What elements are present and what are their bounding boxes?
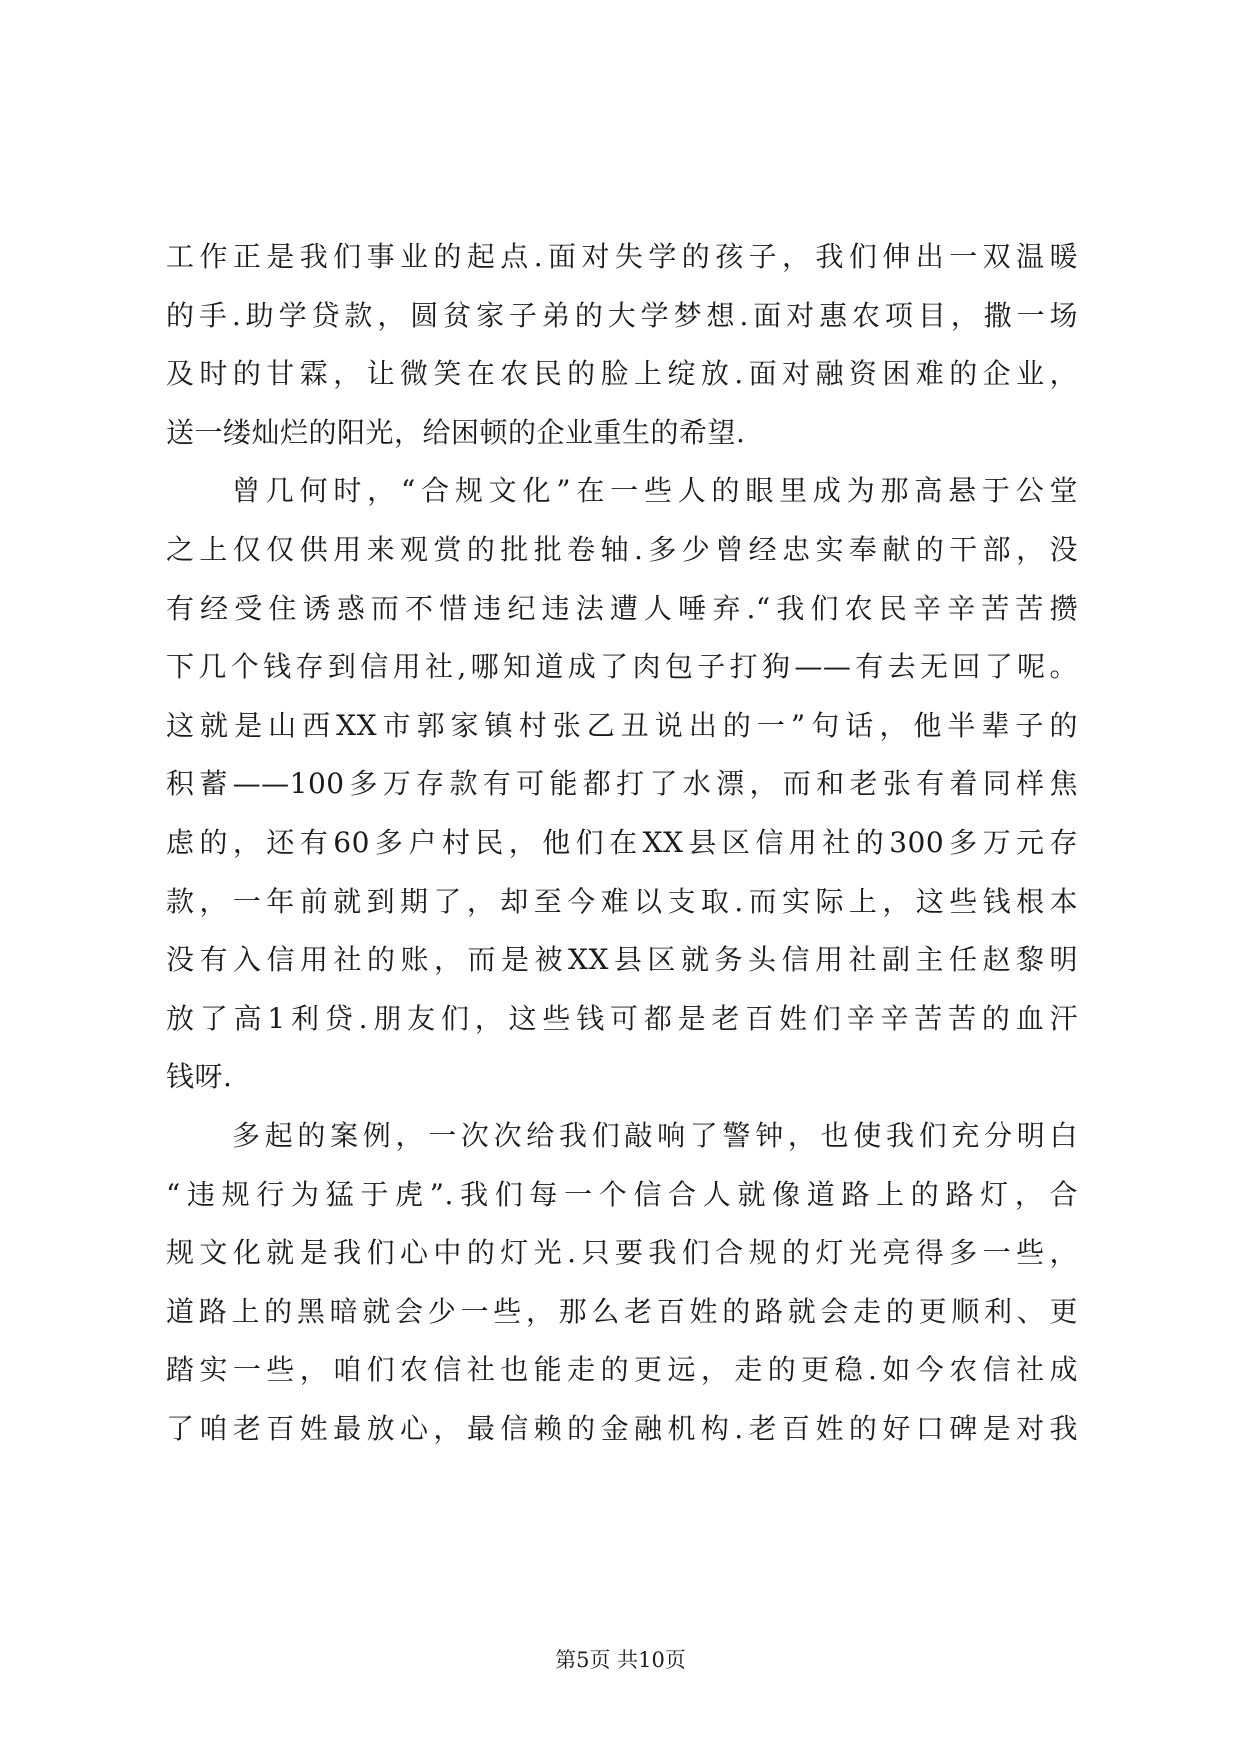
text-line: 放了高1利贷.朋友们，这些钱可都是老百姓们辛辛苦苦的血汗	[166, 1001, 1078, 1035]
text-line: 这就是山西XX市郭家镇村张乙丑说出的一”句话，他半辈子的	[166, 708, 1078, 742]
text-line: 道路上的黑暗就会少一些，那么老百姓的路就会走的更顺利、更	[166, 1294, 1078, 1328]
text-line: 款，一年前就到期了，却至今难以支取.而实际上，这些钱根本	[166, 884, 1078, 918]
text-line: 之上仅仅供用来观赏的批批卷轴.多少曾经忠实奉献的干部，没	[166, 532, 1078, 566]
body-text	[166, 228, 1078, 1458]
page-footer	[0, 1646, 1241, 1674]
text-line: 的手.助学贷款，圆贫家子弟的大学梦想.面对惠农项目，撒一场	[166, 298, 1078, 332]
text-line: 送一缕灿烂的阳光，给困顿的企业重生的希望.	[166, 415, 746, 449]
text-line: 规文化就是我们心中的灯光.只要我们合规的灯光亮得多一些，	[166, 1236, 1078, 1270]
text-line: 钱呀.	[166, 1060, 233, 1094]
text-line: 下几个钱存到信用社,哪知道成了肉包子打狗——有去无回了呢。	[166, 650, 1078, 684]
text-line: 曾几何时，“合规文化”在一些人的眼里成为那高悬于公堂	[232, 474, 1078, 508]
text-line: 多起的案例，一次次给我们敲响了警钟，也使我们充分明白	[232, 1118, 1078, 1152]
text-line: 工作正是我们事业的起点.面对失学的孩子，我们伸出一双温暖	[166, 240, 1078, 273]
text-line: “违规行为猛于虎”.我们每一个信合人就像道路上的路灯，合	[166, 1177, 1078, 1211]
text-line: 及时的甘霖，让微笑在农民的脸上绽放.面对融资困难的企业，	[166, 357, 1078, 391]
text-line: 踏实一些，咱们农信社也能走的更远，走的更稳.如今农信社成	[166, 1353, 1078, 1387]
text-line: 虑的，还有60多户村民，他们在XX县区信用社的300多万元存	[166, 825, 1078, 859]
text-line: 有经受住诱惑而不惜违纪违法遭人唾弃.“我们农民辛辛苦苦攒	[166, 591, 1078, 625]
text-line: 积蓄——100多万存款有可能都打了水漂，而和老张有着同样焦	[166, 767, 1078, 801]
page-number: 第5页 共10页	[555, 1648, 686, 1672]
text-line: 了咱老百姓最放心，最信赖的金融机构.老百姓的好口碑是对我	[166, 1411, 1078, 1445]
text-line: 没有入信用社的账，而是被XX县区就务头信用社副主任赵黎明	[166, 943, 1078, 977]
